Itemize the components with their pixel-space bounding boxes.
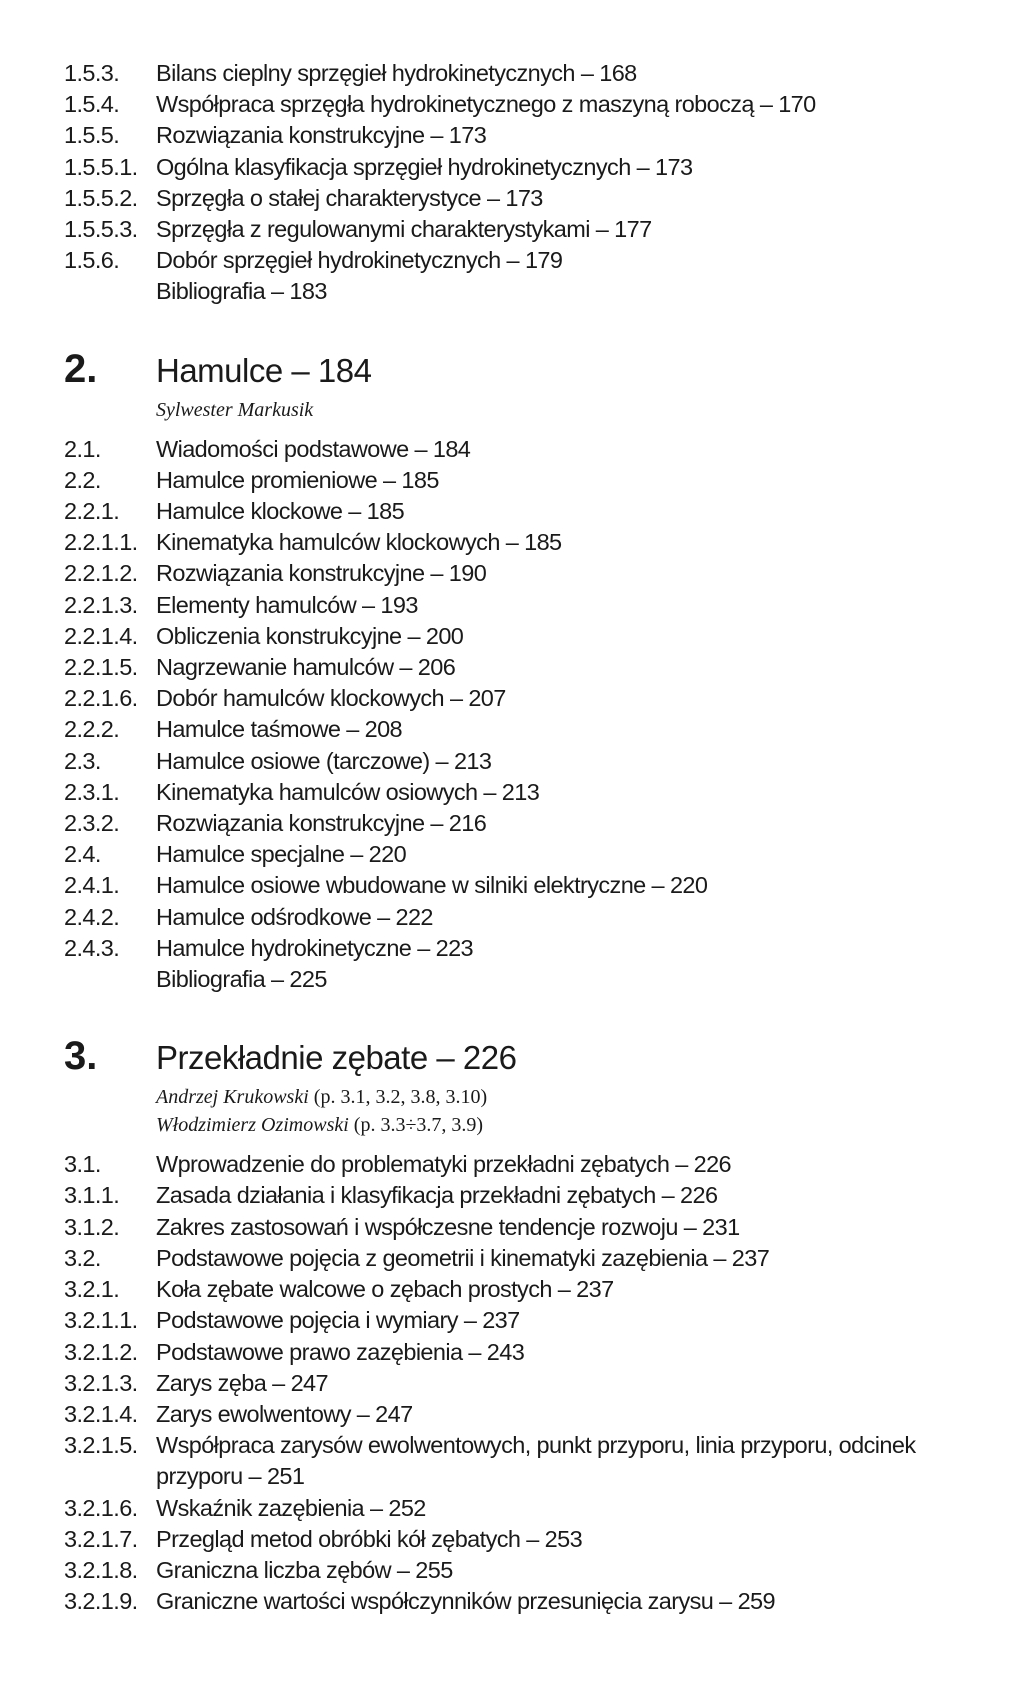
entry-title: Rozwiązania konstrukcyjne – 190	[156, 560, 487, 587]
entry-title: Zakres zastosowań i współczesne tendencje rozwoju – 231	[156, 1213, 740, 1240]
entry-number: 1.5.5.2.	[64, 184, 138, 211]
entry-title: Podstawowe prawo zazębienia – 243	[156, 1338, 525, 1365]
entry-number: 2.2.1.	[64, 498, 120, 525]
author-line	[156, 1111, 1004, 1139]
toc-entry	[64, 120, 1004, 151]
toc-entry	[64, 58, 1004, 89]
entry-number: 3.2.1.1.	[64, 1307, 138, 1334]
entry-title: Podstawowe pojęcia z geometrii i kinematyki zazębienia – 237	[156, 1244, 770, 1271]
author-name: Włodzimierz Ozimowski	[156, 1114, 349, 1137]
entry-number: 1.5.6.	[64, 247, 120, 274]
toc-entry	[64, 527, 1004, 558]
toc-entry	[64, 1305, 1004, 1336]
entry-number: 1.5.4.	[64, 91, 120, 118]
table-of-contents	[64, 58, 1004, 1617]
entry-number: 2.3.2.	[64, 810, 120, 837]
toc-entry	[64, 839, 1004, 870]
toc-entry	[64, 183, 1004, 214]
toc-entry	[64, 1212, 1004, 1243]
entry-number: 3.2.1.6.	[64, 1494, 138, 1521]
toc-entry	[64, 1180, 1004, 1211]
entry-title: Graniczne wartości współczynników przesunięcia zarysu – 259	[156, 1588, 775, 1615]
toc-entry	[64, 933, 1004, 964]
entry-number: 2.2.1.4.	[64, 622, 138, 649]
entry-title: Sprzęgła z regulowanymi charakterystykami – 177	[156, 216, 652, 243]
entry-title: Hamulce taśmowe – 208	[156, 716, 403, 743]
entry-title: Zasada działania i klasyfikacja przekładni zębatych – 226	[156, 1182, 718, 1209]
toc-entry	[64, 1586, 1004, 1617]
entry-title: Hamulce specjalne – 220	[156, 841, 407, 868]
entry-number: 3.1.2.	[64, 1213, 120, 1240]
entry-title: Kinematyka hamulców osiowych – 213	[156, 778, 540, 805]
toc-entry	[64, 964, 1004, 995]
toc-entry	[64, 808, 1004, 839]
toc-entry	[64, 1555, 1004, 1586]
entry-number: 2.2.1.6.	[64, 685, 138, 712]
entry-title: Wprowadzenie do problematyki przekładni zębatych – 226	[156, 1151, 732, 1178]
entry-number: 1.5.5.1.	[64, 153, 138, 180]
chapter-number: 2.	[64, 346, 98, 391]
toc-entry	[64, 1524, 1004, 1555]
toc-entry	[64, 683, 1004, 714]
entry-title: Zarys zęba – 247	[156, 1369, 328, 1396]
entry-number: 3.2.1.7.	[64, 1525, 138, 1552]
toc-entry	[64, 590, 1004, 621]
entry-title: Obliczenia konstrukcyjne – 200	[156, 622, 464, 649]
entry-title: Rozwiązania konstrukcyjne – 216	[156, 810, 487, 837]
toc-entry	[64, 465, 1004, 496]
entry-title: Hamulce hydrokinetyczne – 223	[156, 934, 474, 961]
entry-title: Wiadomości podstawowe – 184	[156, 435, 471, 462]
toc-entry	[64, 496, 1004, 527]
toc-entry	[64, 1274, 1004, 1305]
toc-entry	[64, 558, 1004, 589]
toc-entry	[64, 245, 1004, 276]
entry-number: 2.2.1.1.	[64, 529, 138, 556]
entry-number: 3.2.	[64, 1244, 101, 1271]
entry-title: Współpraca sprzęgła hydrokinetycznego z maszyną roboczą – 170	[156, 91, 816, 118]
entry-number: 2.4.1.	[64, 872, 120, 899]
toc-entry	[64, 214, 1004, 245]
entry-title: Zarys ewolwentowy – 247	[156, 1400, 413, 1427]
toc-entry	[64, 714, 1004, 745]
entry-title: Nagrzewanie hamulców – 206	[156, 654, 456, 681]
entry-title: Hamulce osiowe wbudowane w silniki elektryczne – 220	[156, 872, 708, 899]
author-name: Andrzej Krukowski	[156, 1086, 309, 1109]
entry-title: Rozwiązania konstrukcyjne – 173	[156, 122, 487, 149]
entry-title: Koła zębate walcowe o zębach prostych – 237	[156, 1276, 614, 1303]
entry-title: Bibliografia – 225	[156, 966, 327, 993]
entry-number: 2.4.2.	[64, 903, 120, 930]
entry-number	[64, 964, 156, 995]
entry-number: 3.2.1.4.	[64, 1400, 138, 1427]
entry-title: Hamulce odśrodkowe – 222	[156, 903, 433, 930]
entry-title: Graniczna liczba zębów – 255	[156, 1556, 453, 1583]
chapter-3-heading	[64, 1031, 1004, 1083]
entry-number	[64, 276, 156, 307]
entry-number: 2.3.1.	[64, 778, 120, 805]
entry-number: 3.2.1.3.	[64, 1369, 138, 1396]
toc-entry	[64, 870, 1004, 901]
entry-number: 2.2.2.	[64, 716, 120, 743]
toc-entry	[64, 152, 1004, 183]
entry-title: Hamulce promieniowe – 185	[156, 466, 439, 493]
entry-number: 2.2.1.3.	[64, 591, 138, 618]
entry-number: 3.2.1.5.	[64, 1432, 138, 1459]
chapter-author	[156, 396, 1004, 424]
toc-entry	[64, 276, 1004, 307]
toc-entry	[64, 1149, 1004, 1180]
toc-entry	[64, 1337, 1004, 1368]
toc-entry	[64, 1493, 1004, 1524]
author-line	[156, 1083, 1004, 1111]
chapter-authors	[156, 1083, 1004, 1139]
author-scope: (p. 3.3÷3.7, 3.9)	[353, 1114, 484, 1137]
entry-title: Sprzęgła o stałej charakterystyce – 173	[156, 184, 543, 211]
entry-title: Ogólna klasyfikacja sprzęgieł hydrokinetycznych – 173	[156, 153, 693, 180]
chapter-2-entries	[64, 434, 1004, 996]
entry-number: 2.2.	[64, 466, 101, 493]
entry-title: Wskaźnik zazębienia – 252	[156, 1494, 426, 1521]
toc-entry	[64, 1243, 1004, 1274]
entry-number: 3.2.1.2.	[64, 1338, 138, 1365]
entry-number: 3.1.1.	[64, 1182, 120, 1209]
toc-entry	[64, 434, 1004, 465]
entry-title: Hamulce klockowe – 185	[156, 498, 405, 525]
entry-title: Podstawowe pojęcia i wymiary – 237	[156, 1307, 520, 1334]
entry-title: Kinematyka hamulców klockowych – 185	[156, 529, 562, 556]
entry-title: Przegląd metod obróbki kół zębatych – 253	[156, 1525, 583, 1552]
entry-number: 2.1.	[64, 435, 101, 462]
entry-number: 1.5.3.	[64, 60, 120, 86]
toc-entry	[64, 902, 1004, 933]
toc-entry	[64, 1368, 1004, 1399]
chapter-2-heading	[64, 344, 1004, 396]
entry-number: 2.4.	[64, 841, 101, 868]
toc-entry	[64, 746, 1004, 777]
entry-number: 2.2.1.5.	[64, 654, 138, 681]
entry-number: 3.1.	[64, 1151, 101, 1178]
toc-entry	[64, 621, 1004, 652]
toc-entry	[64, 1430, 1004, 1492]
toc-entry	[64, 652, 1004, 683]
chapter-title: Przekładnie zębate – 226	[156, 1039, 517, 1077]
entry-title: Elementy hamulców – 193	[156, 591, 418, 618]
chapter-number: 3.	[64, 1034, 98, 1079]
chapter-title: Hamulce – 184	[156, 351, 372, 389]
toc-entry	[64, 777, 1004, 808]
author-name: Sylwester Markusik	[156, 398, 314, 421]
entry-title: Bilans cieplny sprzęgieł hydrokinetycznych – 168	[156, 60, 637, 86]
entry-number: 2.4.3.	[64, 934, 120, 961]
entry-number: 3.2.1.	[64, 1276, 120, 1303]
entry-title: Dobór hamulców klockowych – 207	[156, 685, 506, 712]
toc-entry	[64, 89, 1004, 120]
chapter-3-entries	[64, 1149, 1004, 1617]
toc-entry	[64, 1399, 1004, 1430]
section-1-tail	[64, 58, 1004, 308]
entry-number: 3.2.1.8.	[64, 1556, 138, 1583]
entry-number: 2.3.	[64, 747, 101, 774]
entry-number: 3.2.1.9.	[64, 1588, 138, 1615]
entry-title: Dobór sprzęgieł hydrokinetycznych – 179	[156, 247, 563, 274]
entry-number: 1.5.5.3.	[64, 216, 138, 243]
author-scope: (p. 3.1, 3.2, 3.8, 3.10)	[313, 1086, 488, 1109]
entry-number: 1.5.5.	[64, 122, 120, 149]
entry-number: 2.2.1.2.	[64, 560, 138, 587]
entry-title: Współpraca zarysów ewolwentowych, punkt przyporu, linia przyporu, odcinek przyporu – 251	[156, 1432, 916, 1490]
entry-title: Hamulce osiowe (tarczowe) – 213	[156, 747, 492, 774]
entry-title: Bibliografia – 183	[156, 278, 327, 305]
